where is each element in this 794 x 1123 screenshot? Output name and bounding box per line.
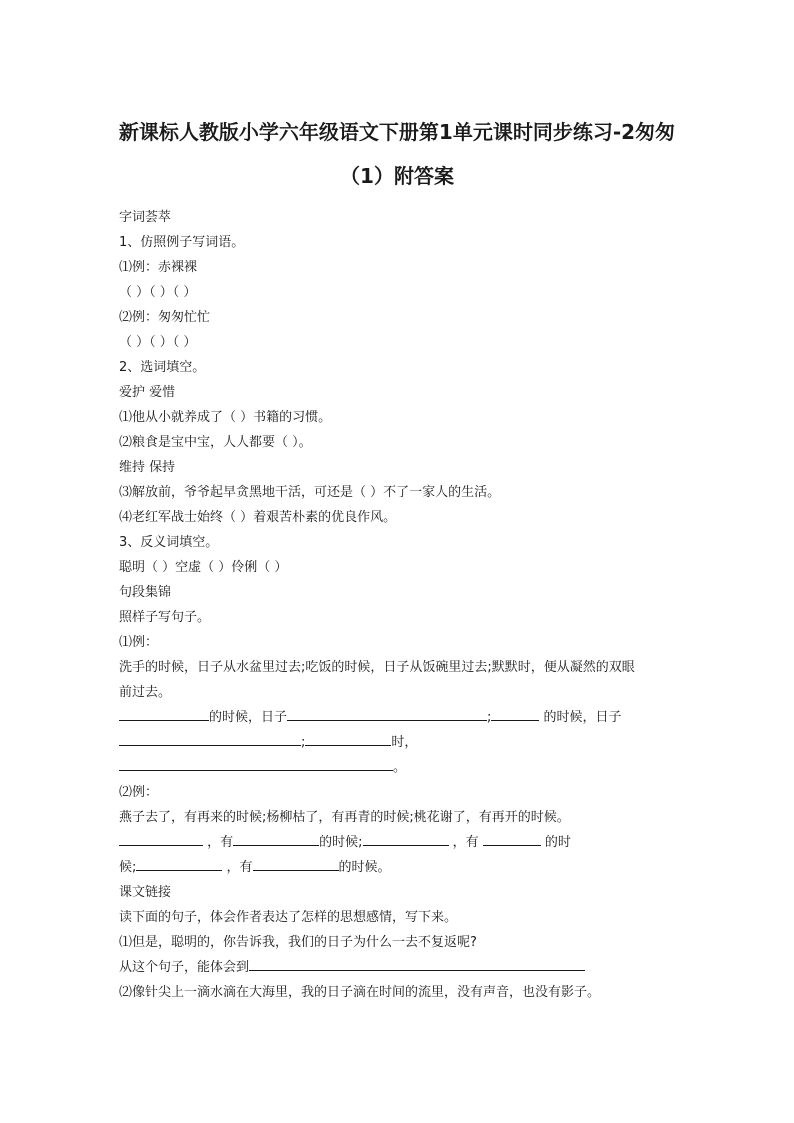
answer-blank[interactable] — [136, 855, 222, 871]
answer-blank[interactable] — [249, 955, 585, 971]
question-1-heading: 1、仿照例子写词语。 — [119, 235, 245, 250]
answer-blank[interactable] — [287, 705, 487, 721]
question-1-example-2: ⑵例：匆匆忙忙 — [119, 310, 211, 325]
fill-blank-sentence-2: ⑵粮食是宝中宝，人人都要（ ）。 — [119, 435, 312, 450]
sentence-example-2-label: ⑵例： — [119, 785, 159, 800]
word-choice-pair-1: 爱护 爱惜 — [119, 385, 176, 400]
answer-blank[interactable] — [253, 855, 339, 871]
reading-sentence-1: ⑴但是，聪明的，你告诉我，我们的日子为什么一去不复返呢? — [119, 935, 477, 950]
question-1-blanks-2: （ ）（ ）（ ） — [119, 335, 197, 350]
section-heading-vocabulary: 字词荟萃 — [119, 210, 172, 225]
fill-blank-sentence-4: ⑷老红军战士始终（ ）着艰苦朴素的优良作风。 — [119, 510, 397, 525]
question-1-example-1: ⑴例：赤裸裸 — [119, 260, 198, 275]
sentence-example-1-text-cont: 前过去。 — [119, 685, 172, 700]
fill-blank-sentence-1: ⑴他从小就养成了（ ）书籍的习惯。 — [119, 410, 332, 425]
writing-line-4: ，有 的时候; ，有 的时 — [119, 830, 679, 855]
sentence-task-instruction: 照样子写句子。 — [119, 610, 211, 625]
reading-answer-line-1: 从这个句子，能体会到 — [119, 955, 679, 980]
answer-blank[interactable] — [233, 830, 319, 846]
writing-line-1: 的时候，日子 ; 的时候，日子 — [119, 705, 679, 730]
answer-blank[interactable] — [119, 830, 203, 846]
sentence-example-2-text: 燕子去了，有再来的时候;杨柳枯了，有再青的时候;桃花谢了，有再开的时候。 — [119, 810, 570, 825]
fill-blank-sentence-3: ⑶解放前，爷爷起早贪黑地干活，可还是（ ）不了一家人的生活。 — [119, 485, 501, 500]
section-heading-sentences: 句段集锦 — [119, 585, 172, 600]
section-heading-text-link: 课文链接 — [119, 885, 172, 900]
question-3-heading: 3、反义词填空。 — [119, 535, 219, 550]
reading-sentence-2: ⑵像针尖上一滴水滴在大海里，我的日子滴在时间的流里，没有声音，也没有影子。 — [119, 985, 601, 1000]
answer-blank[interactable] — [119, 705, 209, 721]
answer-blank[interactable] — [119, 730, 301, 746]
sentence-example-1-text: 洗手的时候，日子从水盆里过去;吃饭的时候，日子从饭碗里过去;默默时，便从凝然的双眼 — [119, 660, 635, 675]
writing-line-5: 候; ，有 的时候。 — [119, 855, 679, 880]
sentence-example-1-label: ⑴例： — [119, 635, 159, 650]
question-2-heading: 2、选词填空。 — [119, 360, 206, 375]
document-body — [119, 205, 679, 1005]
word-choice-pair-2: 维持 保持 — [119, 460, 176, 475]
antonym-blanks: 聪明（ ）空虚（ ）伶俐（ ） — [119, 560, 288, 575]
answer-blank[interactable] — [119, 755, 393, 771]
answer-blank[interactable] — [483, 830, 541, 846]
writing-line-2: ; 时， — [119, 730, 679, 755]
answer-blank[interactable] — [363, 830, 449, 846]
reading-instruction: 读下面的句子，体会作者表达了怎样的思想感情，写下来。 — [119, 910, 458, 925]
writing-line-3: 。 — [119, 755, 679, 780]
answer-blank[interactable] — [305, 730, 391, 746]
question-1-blanks-1: （ ）（ ）（ ） — [119, 285, 197, 300]
document-title-line-2: （1）附答案 — [340, 164, 454, 188]
document-title-line-1: 新课标人教版小学六年级语文下册第1单元课时同步练习-2匆匆 — [118, 120, 676, 144]
answer-blank[interactable] — [491, 705, 539, 721]
